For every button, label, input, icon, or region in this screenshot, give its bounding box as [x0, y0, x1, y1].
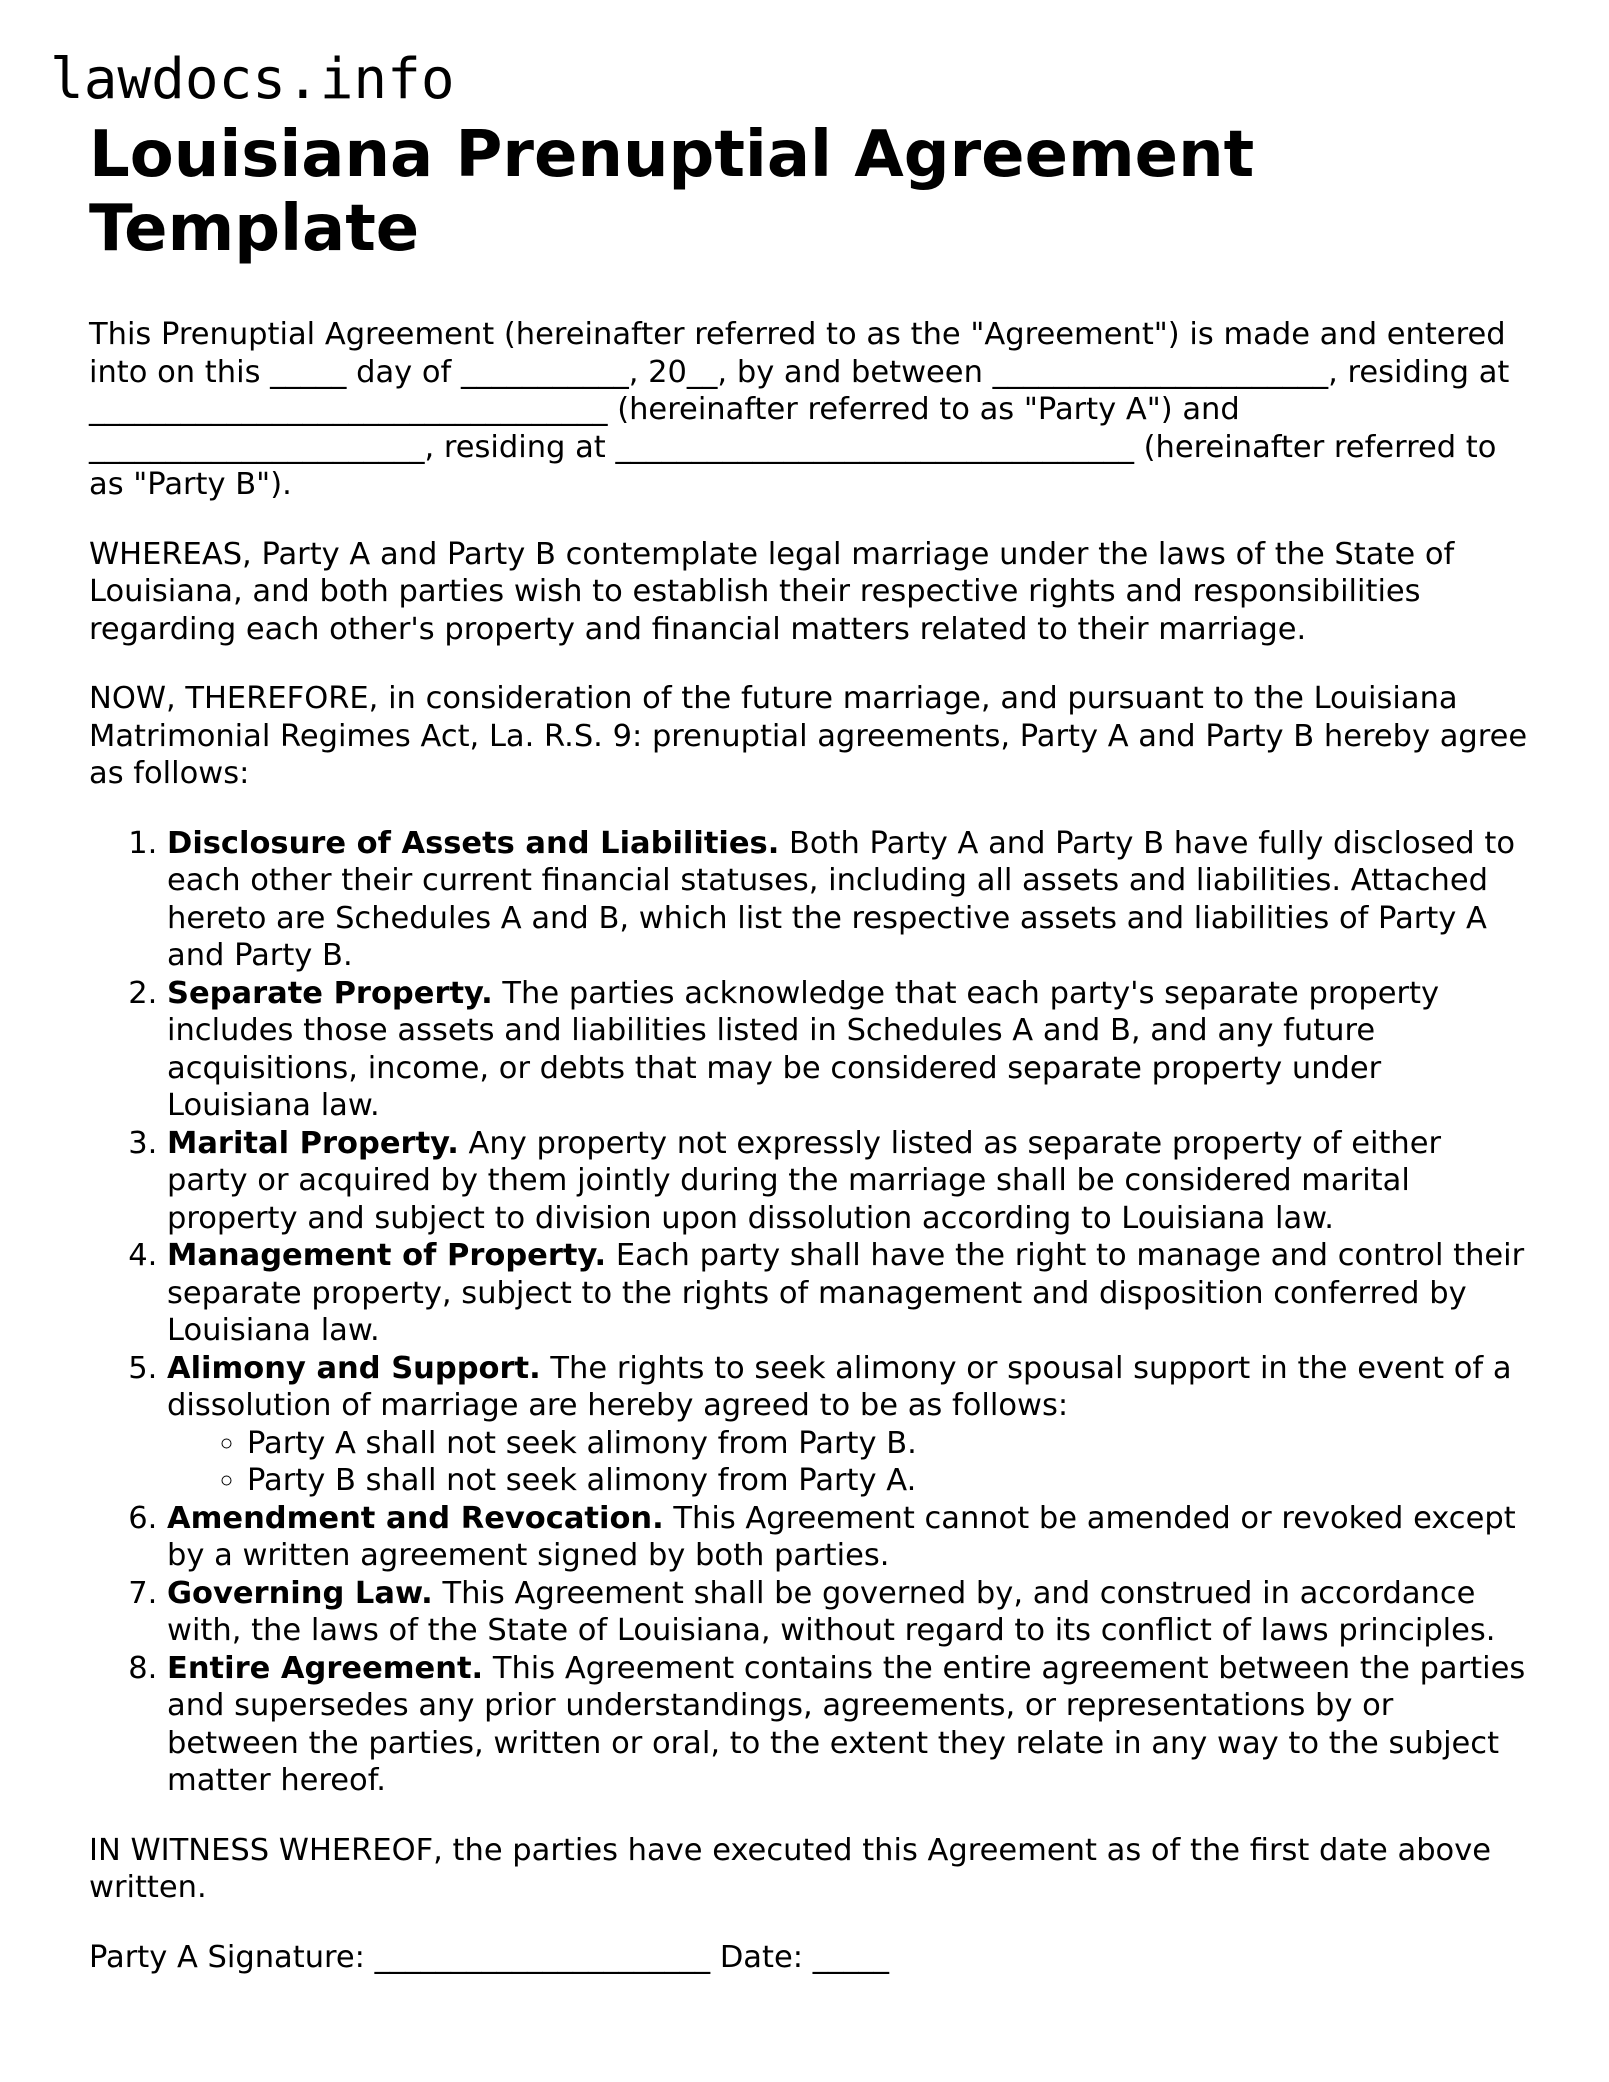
clause-heading: Management of Property. [167, 1238, 607, 1273]
site-watermark: lawdocs.info [50, 47, 455, 112]
clause-heading: Governing Law. [167, 1575, 433, 1611]
clauses-list [89, 825, 1529, 1800]
clause-text: The parties acknowledge that each party's separate property includes those assets and liabilities listed in Schedules A and B, and any future acquisitions, income, or debts that may be considered separate property under Louisiana law. [167, 975, 1440, 1123]
clause-item [167, 1575, 1529, 1650]
clause-heading: Marital Property. [167, 1125, 459, 1161]
alimony-subitem: ◦ Party A shall not seek alimony from Party B. [247, 1425, 1529, 1463]
whereas-paragraph: WHEREAS, Party A and Party B contemplate legal marriage under the laws of the State of Louisiana, and both parties wish to establish their respective rights and responsibilities regarding each other's property and financial matters related to their marriage. [89, 536, 1455, 647]
intro-paragraph: This Prenuptial Agreement (hereinafter referred to as the "Agreement") is made and entered into on this _____ day of ___________, 20__, by and between ______________________, residing at __________________________________ (hereinafter referred to as "Party A") and ______________________, residing at __________________________________ (hereinafter referred to as "Party B"). [89, 317, 1510, 502]
clause-heading: Separate Property. [167, 975, 493, 1011]
clause-text: This Agreement cannot be amended or revoked except by a written agreement signed by both parties. [167, 1500, 1516, 1573]
clause-item [167, 975, 1529, 1125]
clause-text: Any property not expressly listed as separate property of either party or acquired by them jointly during the marriage shall be considered marital property and subject to division upon dissolution according to Louisiana law. [167, 1125, 1442, 1236]
clause-item [167, 1125, 1529, 1238]
page-title: Louisiana Prenuptial Agreement Template [89, 118, 1255, 266]
witness-paragraph: IN WITNESS WHEREOF, the parties have executed this Agreement as of the first date above written. [89, 1832, 1492, 1905]
clause-item [167, 825, 1529, 975]
clause-text: This Agreement contains the entire agreement between the parties and supersedes any prior understandings, agreements, or representations by or between the parties, written or oral, to the extent they relate in any way to the subject matter hereof. [167, 1650, 1526, 1798]
document-body [89, 118, 1529, 1976]
clause-heading: Entire Agreement. [167, 1650, 484, 1686]
clause-item [167, 1650, 1529, 1800]
clause-heading: Disclosure of Assets and Liabilities. [167, 825, 780, 861]
clause-heading: Amendment and Revocation. [167, 1500, 664, 1536]
clause-text: This Agreement shall be governed by, and construed in accordance with, the laws of the State of Louisiana, without regard to its conflict of laws principles. [167, 1575, 1496, 1648]
alimony-sublist [167, 1425, 1529, 1500]
now-therefore-paragraph: NOW, THEREFORE, in consideration of the future marriage, and pursuant to the Louisiana Matrimonial Regimes Act, La. R.S. 9: prenuptial agreements, Party A and Party B hereby agree as follows: [89, 681, 1528, 791]
clause-text: Both Party A and Party B have fully disclosed to each other their current financial statuses, including all assets and liabilities. Attached hereto are Schedules A and B, which list the respective assets and liabilities of Party A and Party B. [167, 825, 1515, 973]
clause-item [167, 1350, 1529, 1500]
clause-text: The rights to seek alimony or spousal support in the event of a dissolution of marriage are hereby agreed to be as follows: [167, 1350, 1512, 1423]
clause-item [167, 1500, 1529, 1575]
signature-line: Party A Signature: ______________________ Date: _____ [89, 1939, 889, 1975]
alimony-subitem: ◦ Party B shall not seek alimony from Party A. [247, 1462, 1529, 1500]
clause-text: Each party shall have the right to manage and control their separate property, subject to the rights of management and disposition conferred by Louisiana law. [167, 1238, 1525, 1348]
clause-heading: Alimony and Support. [167, 1350, 541, 1386]
clause-item [167, 1237, 1529, 1350]
